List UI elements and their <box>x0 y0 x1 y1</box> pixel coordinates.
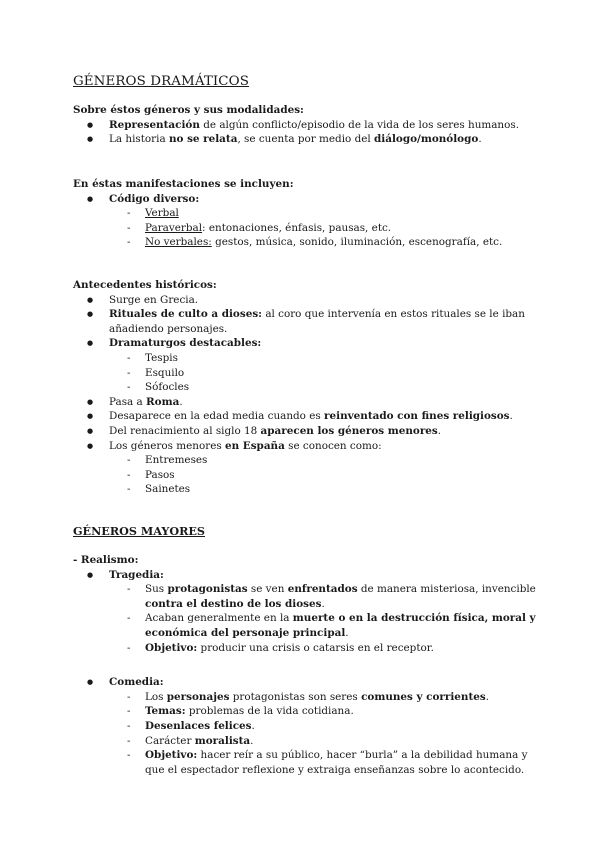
text: gestos, música, sonido, iluminación, escenografía, etc. <box>211 236 503 249</box>
text: Surge en Grecia. <box>109 293 199 306</box>
text: La historia <box>109 133 169 146</box>
bold-text: muerte o en la destrucción física, moral y económica del personaje principal <box>145 612 536 639</box>
text: Esquilo <box>145 366 185 379</box>
sub-list-item <box>73 734 543 749</box>
text: Sófocles <box>145 381 190 394</box>
bold-text: personajes <box>166 690 230 703</box>
text: , se cuenta por medio del <box>237 133 375 146</box>
heading-text: En éstas manifestaciones se incluyen: <box>73 178 294 190</box>
bold-text: Tragedia: <box>109 568 164 581</box>
sub-list-item <box>73 221 543 236</box>
sub-list-item <box>73 748 543 777</box>
bold-text: enfrentados <box>287 583 358 596</box>
heading-text: Antecedentes históricos: <box>73 279 217 291</box>
text: Entremeses <box>145 454 208 467</box>
text: Pasos <box>145 468 175 481</box>
bold-text: Rituales de culto a dioses: <box>109 308 263 321</box>
text: Los géneros menores <box>109 439 225 452</box>
text: al coro que intervenía en estos rituales se le iban añadiendo personajes. <box>109 308 525 335</box>
list-item <box>73 336 543 351</box>
text: . <box>251 719 255 732</box>
underlined-text: No verbales: <box>145 236 212 249</box>
text: . <box>437 424 442 437</box>
sub-list-item <box>73 641 543 656</box>
heading-text: - Realismo: <box>73 554 139 566</box>
sub-list-item <box>73 235 543 250</box>
list-item <box>73 424 543 439</box>
heading-text: Sobre éstos géneros y sus modalidades: <box>73 104 304 116</box>
sub-list-item <box>73 453 543 468</box>
text: de manera misteriosa, invencible <box>357 583 536 596</box>
bold-text: Comedia: <box>109 676 164 689</box>
bold-text: Roma <box>146 395 180 408</box>
text: . <box>345 626 349 639</box>
bullet-list <box>73 675 543 777</box>
spacer <box>73 655 543 675</box>
underlined-text: Verbal <box>145 207 179 220</box>
text: Sainetes <box>145 483 191 496</box>
list-item <box>73 439 543 454</box>
bold-text: contra el destino de los dioses <box>145 597 322 610</box>
bullet-list <box>73 293 543 497</box>
text: . <box>321 597 325 610</box>
bold-text: Desenlaces felices <box>145 719 252 732</box>
section-heading <box>73 553 543 568</box>
list-item <box>73 409 543 424</box>
section-realismo <box>73 553 543 777</box>
sub-list-item <box>73 206 543 221</box>
sub-list-item <box>73 690 543 705</box>
bold-text: no se relata <box>168 133 238 146</box>
text: producir una crisis o catarsis en el receptor. <box>197 641 434 654</box>
bold-text: protagonistas <box>167 583 248 596</box>
section-title-generos-mayores: GÉNEROS MAYORES <box>73 524 205 538</box>
sub-list-item <box>73 468 543 483</box>
section-modalidades <box>73 103 543 147</box>
sub-list-item <box>73 719 543 734</box>
text: problemas de la vida cotidiana. <box>185 705 354 718</box>
sub-list-item <box>73 482 543 497</box>
bold-text: aparecen los géneros menores <box>260 424 438 437</box>
bold-text: comunes y corrientes <box>361 690 486 703</box>
sub-list-item <box>73 380 543 395</box>
sub-list-item <box>73 704 543 719</box>
text: Tespis <box>145 351 178 364</box>
list-item <box>73 307 543 336</box>
text: Pasa a <box>109 395 147 408</box>
list-item-comedia <box>73 675 543 690</box>
bullet-list <box>73 192 543 250</box>
list-item <box>73 395 543 410</box>
bold-text: diálogo/monólogo <box>374 133 479 146</box>
list-item <box>73 118 543 133</box>
section-heading <box>73 177 543 192</box>
bold-text: moralista <box>194 734 251 747</box>
bold-text: Objetivo: <box>145 749 198 762</box>
section-heading <box>73 103 543 118</box>
text: se conocen como: <box>284 439 382 452</box>
list-item <box>73 293 543 308</box>
text: . <box>179 395 183 408</box>
text: Del renacimiento al siglo 18 <box>109 424 261 437</box>
text: Sus <box>145 583 168 596</box>
text: . <box>485 690 490 703</box>
sub-list-item <box>73 366 543 381</box>
text: se ven <box>247 583 288 596</box>
section-manifestaciones <box>73 177 543 250</box>
bullet-list <box>73 568 543 656</box>
page-title: GÉNEROS DRAMÁTICOS <box>73 74 250 89</box>
bold-text: Temas: <box>145 705 186 718</box>
sub-list-item <box>73 582 543 611</box>
text: Acaban generalmente en la <box>145 612 293 625</box>
text: hacer reír a su público, hacer “burla” a la debilidad humana y que el espectador reflexione y extraiga enseñanzas sobre lo acontecido. <box>145 749 528 776</box>
text: Desaparece en la edad media cuando es <box>109 410 325 423</box>
text: . <box>509 410 513 423</box>
bold-text: Código diverso: <box>109 192 200 205</box>
text: . <box>478 133 482 146</box>
list-item-tragedia <box>73 568 543 583</box>
text: . <box>250 734 254 747</box>
text: de algún conflicto/episodio de la vida de los seres humanos. <box>199 118 520 131</box>
bold-text: en España <box>225 439 285 452</box>
bold-text: Representación <box>109 118 200 131</box>
sub-list-item <box>73 351 543 366</box>
section-antecedentes <box>73 278 543 497</box>
list-item <box>73 132 543 147</box>
list-item <box>73 192 543 207</box>
text: Carácter <box>145 734 195 747</box>
bold-text: Objetivo: <box>145 641 198 654</box>
text: Los <box>145 690 167 703</box>
bullet-list <box>73 118 543 147</box>
underlined-text: Paraverbal <box>145 221 203 234</box>
bold-text: Dramaturgos destacables: <box>109 337 262 350</box>
bold-text: reinventado con fines religiosos <box>324 410 510 423</box>
text: : entonaciones, énfasis, pausas, etc. <box>202 221 392 234</box>
section-heading <box>73 278 543 293</box>
sub-list-item <box>73 611 543 640</box>
text: protagonistas son seres <box>229 690 362 703</box>
